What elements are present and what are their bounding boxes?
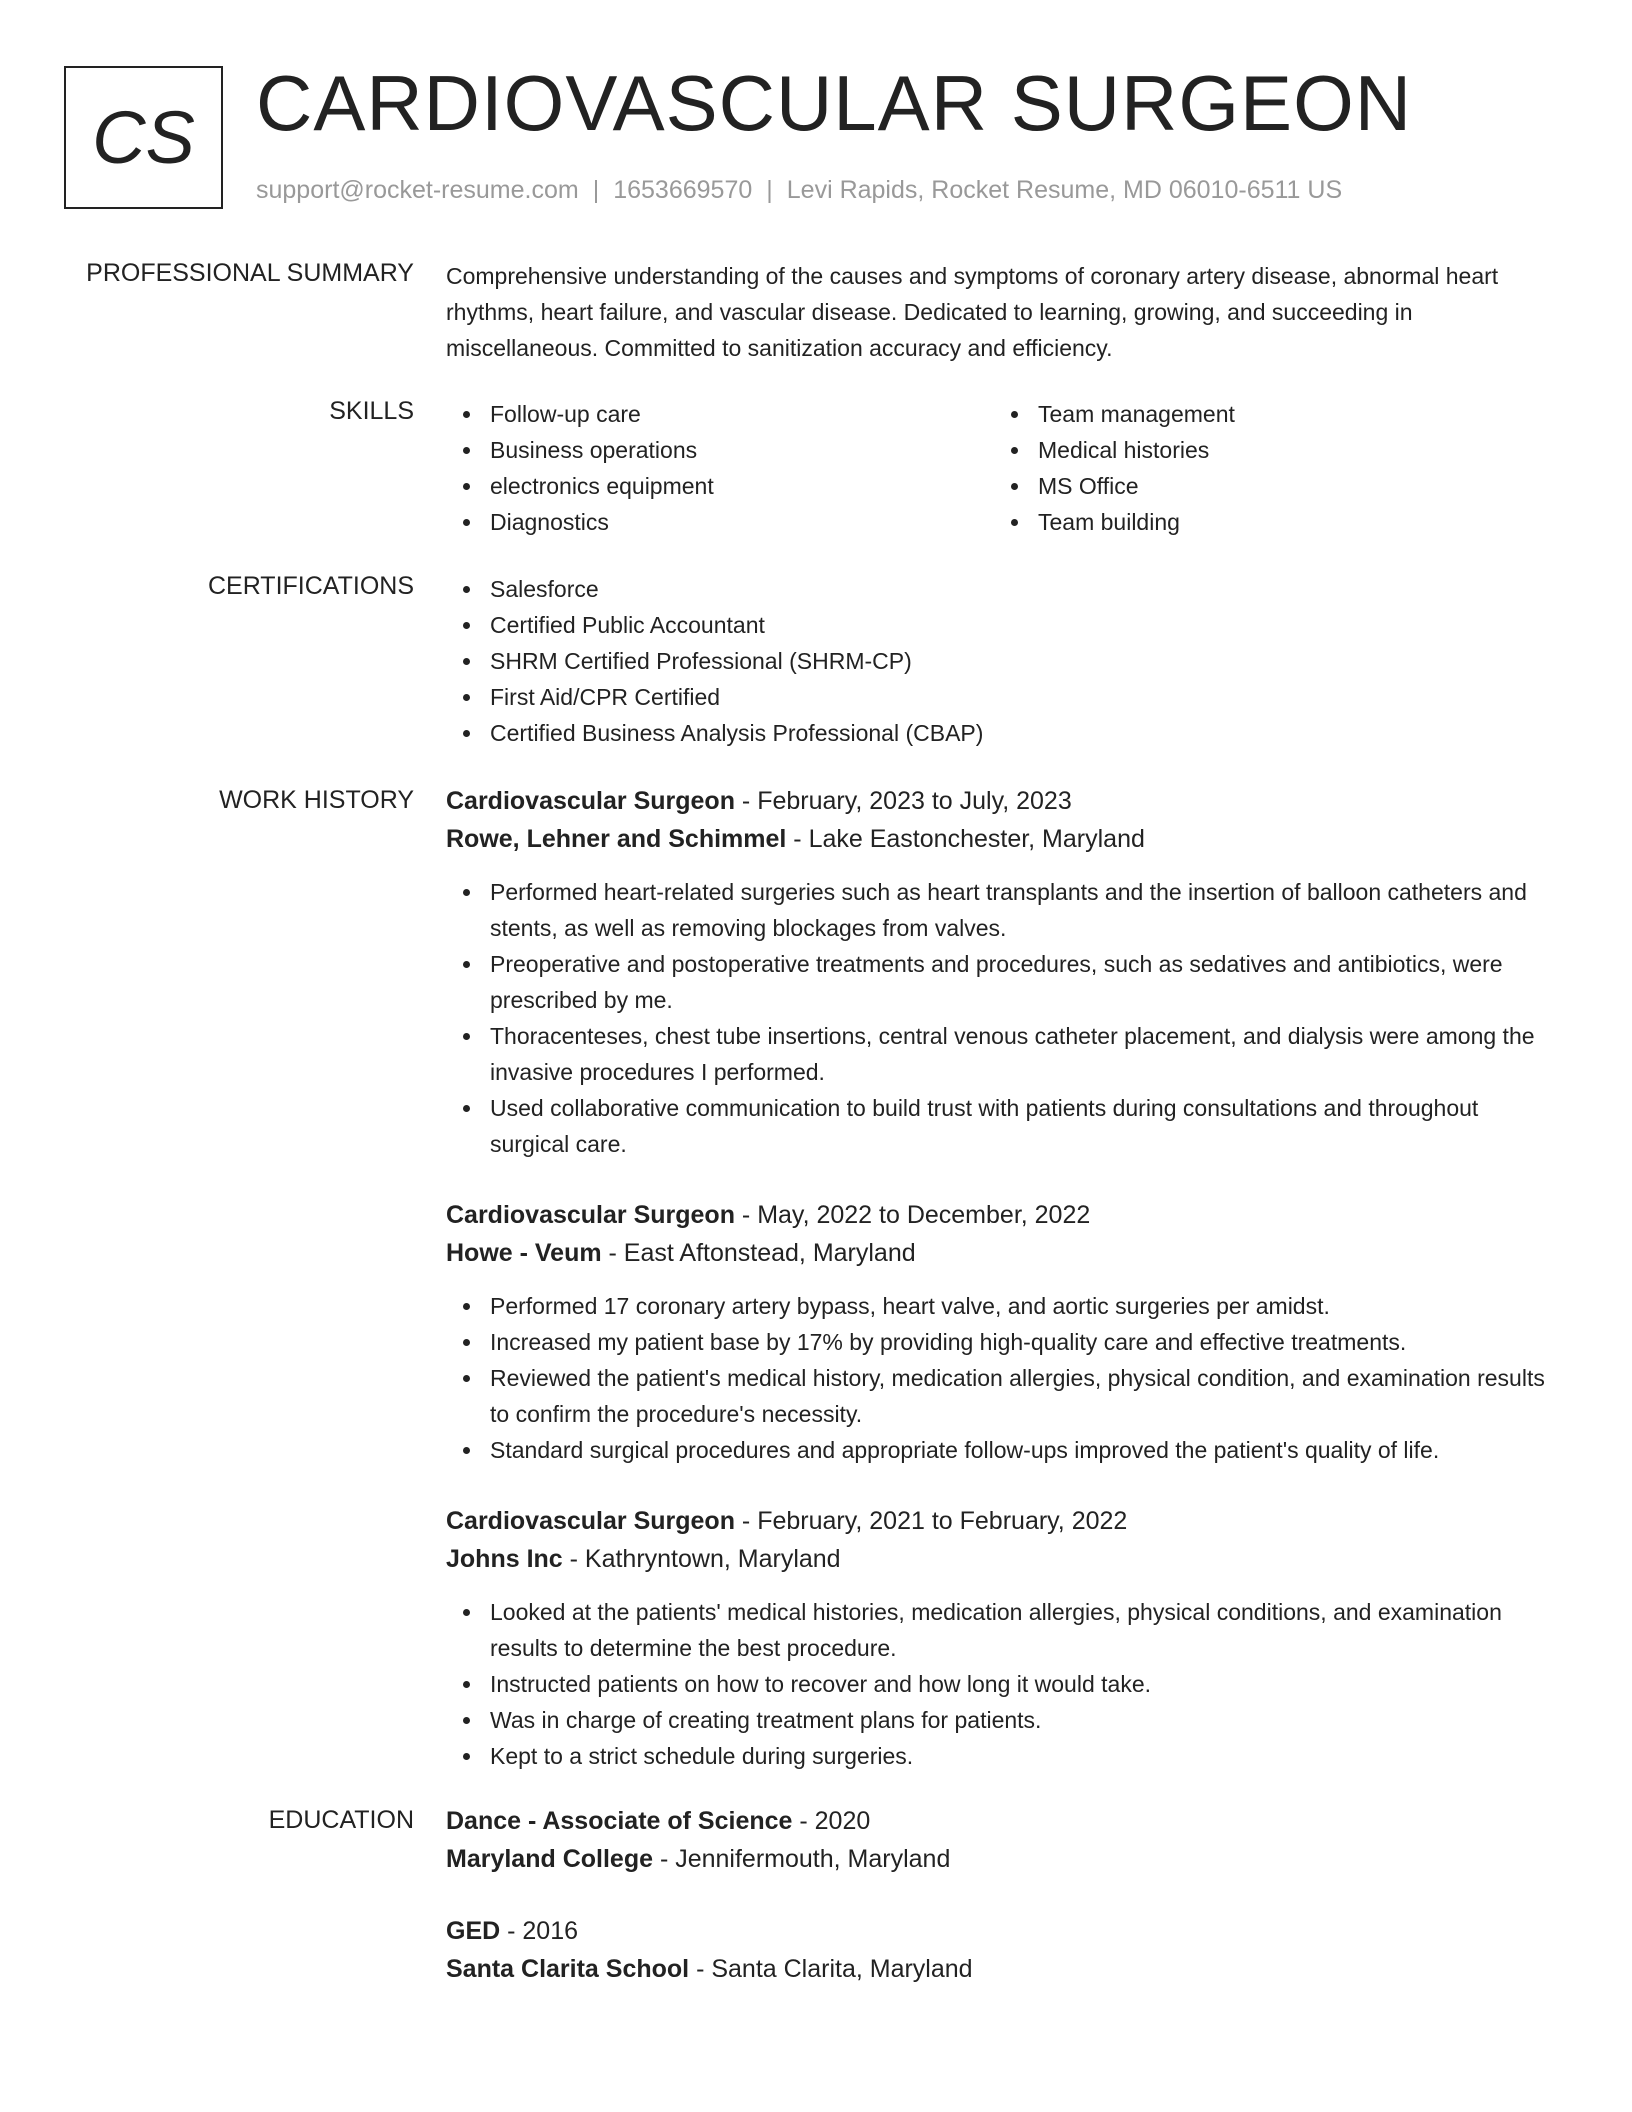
job-location: - Kathryntown, Maryland xyxy=(562,1545,841,1573)
list-item: Standard surgical procedures and appropriate follow-ups improved the patient's quality of life. xyxy=(446,1432,1556,1468)
job-title-line xyxy=(446,1196,1556,1234)
list-item: Used collaborative communication to build trust with patients during consultations and throughout surgical care. xyxy=(446,1090,1556,1162)
list-item: MS Office xyxy=(994,468,1542,504)
section-label: WORK HISTORY xyxy=(219,786,414,814)
section-label: SKILLS xyxy=(329,397,414,425)
job-bullets xyxy=(446,1288,1556,1468)
list-item: Diagnostics xyxy=(446,504,994,540)
job-dates: - February, 2023 to July, 2023 xyxy=(734,787,1072,815)
job-company: Rowe, Lehner and Schimmel xyxy=(446,825,787,853)
list-item: electronics equipment xyxy=(446,468,994,504)
job-title: Cardiovascular Surgeon xyxy=(446,1201,735,1229)
section-label: CERTIFICATIONS xyxy=(207,572,414,600)
list-item: Medical histories xyxy=(994,432,1542,468)
skills-grid xyxy=(446,396,1556,540)
education-entry xyxy=(446,1802,1556,1878)
skills-column-left xyxy=(446,396,994,540)
list-item: Thoracenteses, chest tube insertions, central venous catheter placement, and dialysis were among the invasive procedures I performed. xyxy=(446,1018,1556,1090)
list-item: Instructed patients on how to recover and how long it would take. xyxy=(446,1666,1556,1702)
job-company-line xyxy=(446,1540,1556,1578)
job-company-line xyxy=(446,1234,1556,1272)
school-line xyxy=(446,1950,1556,1988)
skills-column-right xyxy=(994,396,1542,540)
address-text: Levi Rapids, Rocket Resume, MD 06010-6511 US xyxy=(786,176,1343,204)
certifications-body xyxy=(446,571,1556,751)
job-location: - Lake Eastonchester, Maryland xyxy=(786,825,1145,853)
list-item: Preoperative and postoperative treatments and procedures, such as sedatives and antibiotics, were prescribed by me. xyxy=(446,946,1556,1018)
list-item: Kept to a strict schedule during surgeries. xyxy=(446,1738,1556,1774)
initials-monogram: CS xyxy=(64,66,223,209)
degree: Dance - Associate of Science xyxy=(446,1807,793,1835)
education-body xyxy=(446,1802,1556,2022)
list-item: Certified Public Accountant xyxy=(446,607,1556,643)
job-bullets xyxy=(446,1594,1556,1774)
list-item: Salesforce xyxy=(446,571,1556,607)
page-title: CARDIOVASCULAR SURGEON xyxy=(256,59,1413,147)
list-item: First Aid/CPR Certified xyxy=(446,679,1556,715)
job-location: - East Aftonstead, Maryland xyxy=(601,1239,916,1267)
list-item: Team management xyxy=(994,396,1542,432)
school-line xyxy=(446,1840,1556,1878)
summary-text: Comprehensive understanding of the causes and symptoms of coronary artery disease, abnormal heart rhythms, heart failure, and vascular disease. Dedicated to learning, growing, and succeeding in miscellaneous. Committed to sanitization accuracy and efficiency. xyxy=(446,263,1499,361)
list-item: SHRM Certified Professional (SHRM-CP) xyxy=(446,643,1556,679)
contact-line xyxy=(256,176,1342,205)
list-item: Reviewed the patient's medical history, medication allergies, physical condition, and examination results to confirm the procedure's necessity. xyxy=(446,1360,1556,1432)
job-entry xyxy=(446,1196,1556,1468)
job-dates: - February, 2021 to February, 2022 xyxy=(734,1507,1128,1535)
list-item: Was in charge of creating treatment plans for patients. xyxy=(446,1702,1556,1738)
list-item: Certified Business Analysis Professional (CBAP) xyxy=(446,715,1556,751)
job-title: Cardiovascular Surgeon xyxy=(446,1507,735,1535)
school-location: - Santa Clarita, Maryland xyxy=(689,1955,973,1983)
job-company: Howe - Veum xyxy=(446,1239,602,1267)
school: Santa Clarita School xyxy=(446,1955,690,1983)
list-item: Looked at the patients' medical histories, medication allergies, physical conditions, and examination results to determine the best procedure. xyxy=(446,1594,1556,1666)
education-entry xyxy=(446,1912,1556,1988)
job-company-line xyxy=(446,820,1556,858)
separator: | xyxy=(766,176,773,204)
list-item: Team building xyxy=(994,504,1542,540)
degree-line xyxy=(446,1912,1556,1950)
email-text: support@rocket-resume.com xyxy=(256,176,579,204)
degree-year: - 2020 xyxy=(792,1807,871,1835)
degree-year: - 2016 xyxy=(500,1917,579,1945)
degree-line xyxy=(446,1802,1556,1840)
job-title-line xyxy=(446,782,1556,820)
job-dates: - May, 2022 to December, 2022 xyxy=(734,1201,1091,1229)
job-title: Cardiovascular Surgeon xyxy=(446,787,735,815)
work-history-body xyxy=(446,782,1556,1808)
school: Maryland College xyxy=(446,1845,653,1873)
job-entry xyxy=(446,782,1556,1162)
job-bullets xyxy=(446,874,1556,1162)
list-item: Increased my patient base by 17% by providing high-quality care and effective treatments. xyxy=(446,1324,1556,1360)
list-item: Business operations xyxy=(446,432,994,468)
certifications-list xyxy=(446,571,1556,751)
separator: | xyxy=(592,176,600,204)
list-item: Performed 17 coronary artery bypass, heart valve, and aortic surgeries per amidst. xyxy=(446,1288,1556,1324)
job-entry xyxy=(446,1502,1556,1774)
list-item: Performed heart-related surgeries such as heart transplants and the insertion of balloon catheters and stents, as well as removing blockages from valves. xyxy=(446,874,1556,946)
job-company: Johns Inc xyxy=(446,1545,563,1573)
school-location: - Jennifermouth, Maryland xyxy=(653,1845,951,1873)
section-label: EDUCATION xyxy=(268,1806,414,1834)
section-label: PROFESSIONAL SUMMARY xyxy=(86,259,414,287)
job-title-line xyxy=(446,1502,1556,1540)
degree: GED xyxy=(446,1917,501,1945)
list-item: Follow-up care xyxy=(446,396,994,432)
phone-text: 1653669570 xyxy=(613,176,753,204)
